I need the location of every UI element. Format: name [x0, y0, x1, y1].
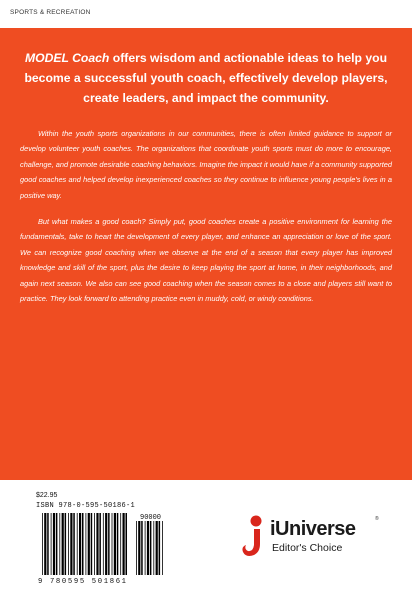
headline-text: offers wisdom and actionable ideas to help you become a successful youth coach, effectively develop players, create leaders, and impact the community. — [24, 51, 388, 105]
category-label: SPORTS & RECREATION — [10, 9, 91, 16]
barcode-digits: 9 780595 501861 — [38, 578, 126, 585]
price: $22.95 — [36, 492, 58, 499]
barcode-addon-code: 90000 — [140, 514, 162, 522]
headline — [20, 48, 392, 108]
paragraph-1: Within the youth sports organizations in our communities, there is often limited guidance to support or develop volunteer youth coaches. The organizations that coordinate youth sports must do more to encourage, challenge, and promote desirable coaching behaviors. Imagine the impact it would have if a community supported good coaches and helped develop inexperienced coaches so they continue to influence young people's lives in a positive way. — [20, 129, 392, 200]
publisher-mark-icon — [240, 514, 270, 562]
trademark-mark: ® — [375, 516, 379, 522]
publisher-subtitle: Editor's Choice — [272, 542, 343, 554]
paragraph-2: But what makes a good coach? Simply put, good coaches create a positive environment for learning the fundamentals, take to heart the development of every player, and enhance an appreciation or love of the sport. We can recognize good coaching when we observe at the end of a season that every player has improved knowledge and skill of the sport, plus the desire to keep playing the sport at home, in their neighborhoods, and again next season. We also can see good coaching when the season comes to a close and players still want to practice. They look forward to attending practice even in muddy, cold, or windy conditions. — [20, 217, 392, 304]
headline-title: MODEL Coach — [24, 51, 110, 65]
top-bar — [0, 0, 412, 28]
publisher-logo — [240, 514, 390, 564]
isbn-text: ISBN 978-0-595-50186-1 — [36, 502, 136, 510]
publisher-name: iUniverse — [270, 518, 356, 540]
back-cover-footer — [0, 480, 412, 593]
barcode — [36, 511, 168, 585]
description-panel — [0, 28, 412, 480]
